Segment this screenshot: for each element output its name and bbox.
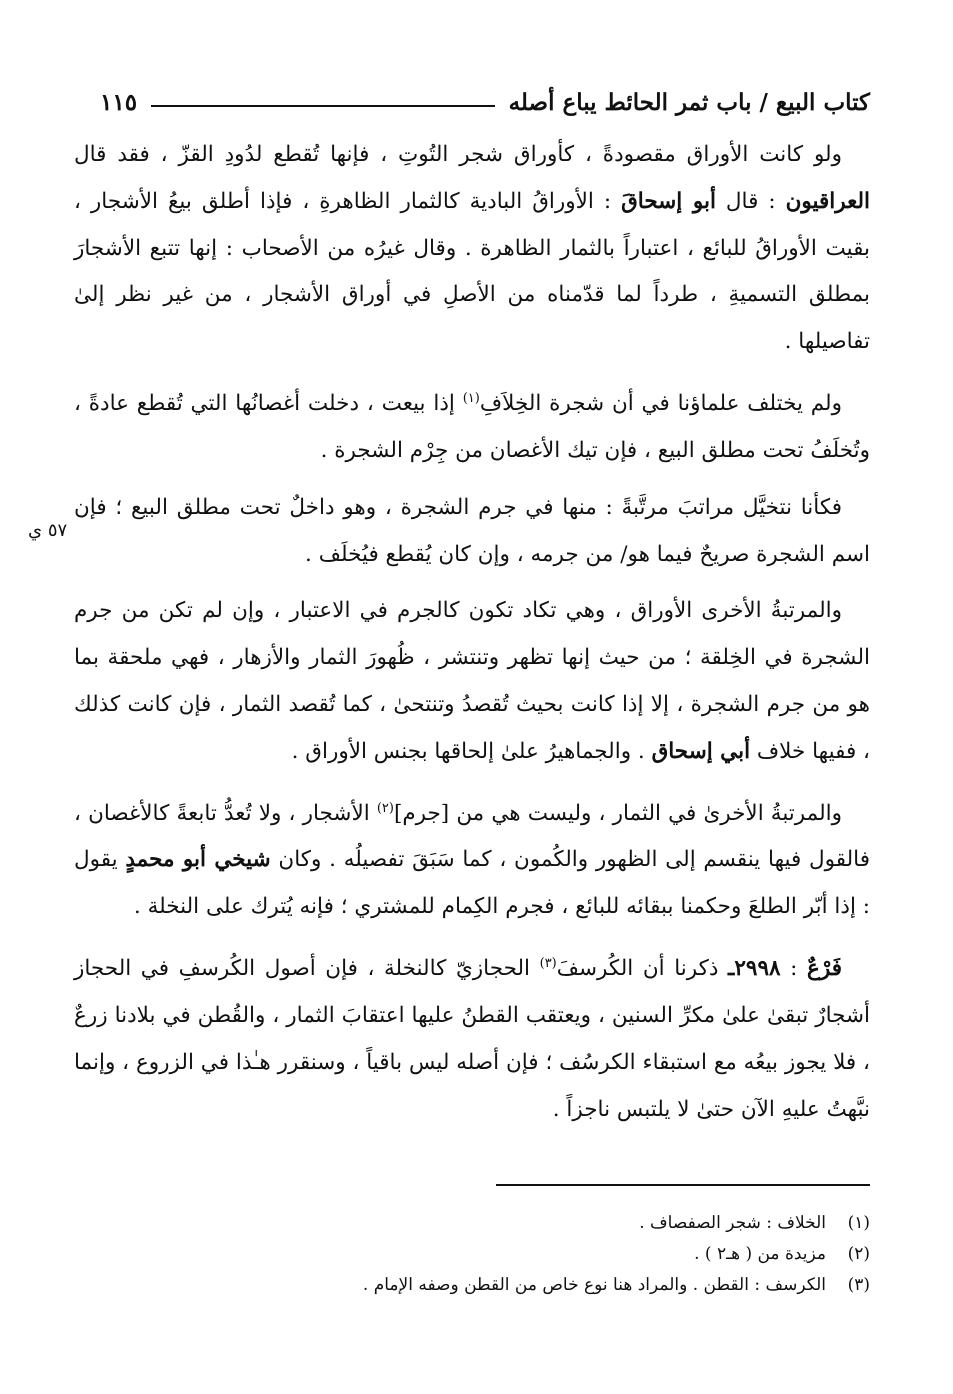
- bold-name: أبو إسحاقَ: [621, 188, 716, 214]
- footnote-text: الخلاف : شجر الصفصاف .: [639, 1213, 826, 1233]
- footnote-text: الكرسف : القطن . والمراد هنا نوع خاص من القطن وصفه الإمام .: [362, 1275, 826, 1295]
- main-text: [74, 132, 870, 1133]
- footnote-rule: [496, 1184, 870, 1186]
- bold-name: ٢٩٩٨ـ: [728, 956, 781, 982]
- text-segment: : الأوراقُ البادية كالثمار الظاهرةِ ، فإذا أطلق بيعُ الأشجار ، بقيت الأوراقُ للبائع ، اعتباراً بالثمار الظاهرة . وقال غيرُه من الأصحاب : إنها تتبع الأشجارَ بمطلق التسميةِ ، طرداً لما قدّمناه من الأصلِ في أوراق الأشجار ، من غير نظر إلىٰ تفاصيلها .: [74, 188, 870, 355]
- footnote-number: (٢): [847, 1244, 870, 1264]
- paragraph: [74, 132, 870, 366]
- text-segment: :: [780, 956, 807, 982]
- text-segment: : قال: [715, 188, 786, 214]
- paragraph: [74, 376, 870, 475]
- footnotes: [74, 1208, 870, 1301]
- text-segment: ولم يختلف علماؤنا في أن شجرة الخِلاَفِ: [479, 391, 842, 417]
- text-segment: يقول : إذا أبّر الطلعَ وحكمنا ببقائه للبائع ، فجرم الكِمام للمشتري ؛ فإنه يُترك على النخلة .: [74, 847, 870, 920]
- bold-name: أبي إسحاق: [651, 738, 751, 764]
- paragraph: [74, 941, 870, 1133]
- text-segment: إذا بيعت ، دخلت أغصانُها التي تُقطع عادةً ، وتُخلَفُ تحت مطلق البيع ، فإن تيك الأغصان من جِرْم الشجرة .: [74, 391, 870, 463]
- page-number: ١١٥: [100, 88, 138, 116]
- footnote-item: [74, 1270, 870, 1301]
- text-segment: الأشجار ، ولا تُعدُّ تابعةً كالأغصان ، فالقول فيها ينقسم إلى الظهور والكُمون ، كما سَبَقَ تفصيلُه . وكان: [74, 800, 870, 873]
- page-header: [100, 82, 870, 122]
- footnote-ref: (٣): [539, 956, 557, 972]
- footnote-number: (٣): [847, 1275, 870, 1295]
- text-segment: . والجماهيرُ علىٰ إلحاقها بجنس الأوراق .: [291, 738, 652, 764]
- footnote-text: مزيدة من ( هـ٢ ) .: [694, 1244, 826, 1264]
- paragraph: [74, 588, 870, 775]
- footnote-ref: (٢): [376, 800, 394, 816]
- header-rule: [151, 105, 495, 107]
- footnote-item: [74, 1239, 870, 1270]
- footnote-item: [74, 1208, 870, 1239]
- text-segment: والمرتبةُ الأخرىٰ في الثمار ، وليست هي من [جرم]: [393, 800, 842, 826]
- running-title: كتاب البيع / باب ثمر الحائط يباع أصله: [508, 88, 870, 116]
- paragraph: [74, 786, 870, 932]
- bold-name: فَرْعٌ: [807, 956, 842, 982]
- text-segment: والمرتبةُ الأخرى الأوراق ، وهي تكاد تكون كالجرم في الاعتبار ، وإن لم تكن من جرم الشجرة في الخِلقة ؛ من حيث إنها تظهر وتنتشر ، ظُهورَ الثمار والأزهار ، فهي ملحقة بما هو من جرم الشجرة ، إلا إذا كانت بحيث تُقصدُ وتنتحىٰ ، كما تُقصد الثمار ، فإن كانت كذلك ، ففيها خلاف: [74, 598, 871, 764]
- text-segment: ذكرنا أن الكُرسفَ: [556, 956, 729, 982]
- footnote-ref: (١): [462, 390, 480, 406]
- paragraph: [74, 485, 870, 579]
- bold-name: العراقيون: [785, 188, 870, 214]
- text-segment: الحجازيّ كالنخلة ، فإن أصول الكُرسفِ في الحجاز أشجارٌ تبقىٰ علىٰ مكرِّ السنين ، ويعتقب القطنُ عليها اعتقابَ الثمار ، والقُطن في بلادنا زرعٌ ، فلا يجوز بيعُه مع استبقاء الكرسُف ؛ فإن أصله ليس باقياً ، وسنقرر هـٰذا في الزروع ، وإنما نبَّهتُ عليهِ الآن حتىٰ لا يلتبس ناجزاً .: [74, 956, 870, 1122]
- footnote-number: (١): [847, 1213, 870, 1233]
- margin-manuscript-note: ٥٧ ي: [28, 520, 68, 541]
- text-segment: ولو كانت الأوراق مقصودةً ، كأوراق شجر التُوتِ ، فإنها تُقطع لدُودِ القزّ ، فقد قال: [74, 142, 842, 167]
- bold-name: شيخي أبو محمدٍ: [125, 847, 271, 873]
- text-segment: فكأنا نتخيَّل مراتبَ مرتَّبةً : منها في جرم الشجرة ، وهو داخلٌ تحت مطلق البيع ؛ فإن اسم الشجرة صريحٌ فيما هو/ من جرمه ، وإن كان يُقطع فيُخلَف .: [74, 494, 870, 567]
